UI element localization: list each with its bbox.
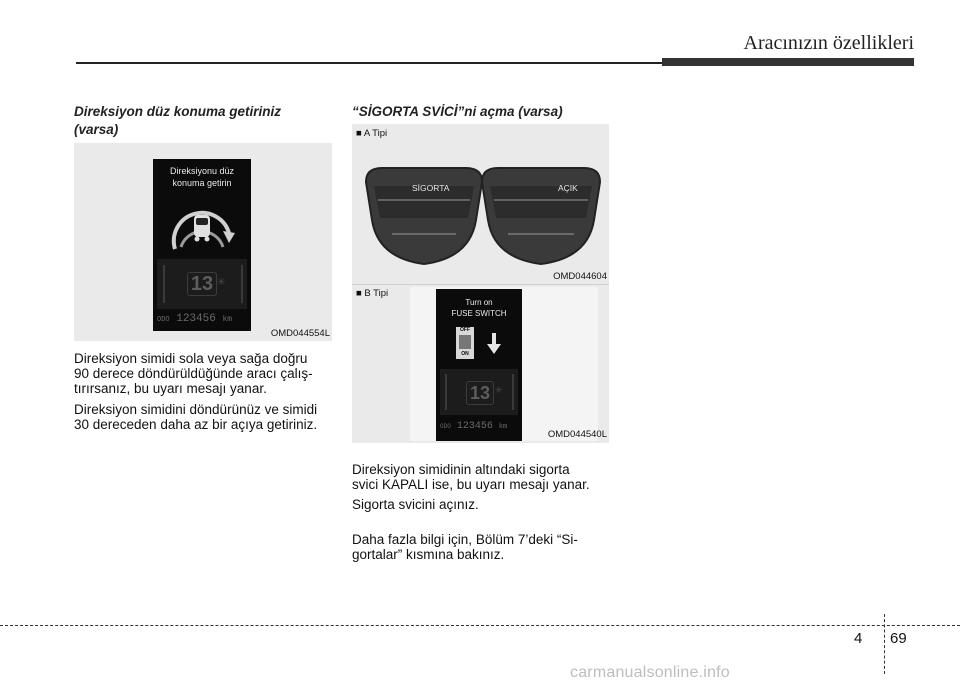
odometer <box>440 421 522 432</box>
gear-indicator <box>466 381 494 405</box>
odo-unit: km <box>222 315 233 324</box>
footer-divider <box>884 614 885 674</box>
paragraph <box>74 351 332 396</box>
type-label: ■ A Tipi <box>356 128 388 139</box>
header-rule <box>76 62 662 64</box>
display-message-line: Turn on <box>465 298 493 307</box>
text-line: Daha fazla bilgi için, Bölüm 7’deki “Si- <box>352 532 578 547</box>
arrow-down-icon <box>486 333 502 355</box>
watermark: carmanualsonline.info <box>570 664 730 681</box>
temp-gauge <box>237 265 243 303</box>
fuse-switch-graphic <box>456 327 474 359</box>
display-message-line: Direksiyonu düz <box>169 166 235 176</box>
text-line: 30 dereceden daha az bir açıya getiriniz. <box>74 417 318 432</box>
paragraph <box>74 402 332 432</box>
gauge-panel <box>440 369 518 415</box>
paragraph: Sigorta svicini açınız. <box>352 497 479 512</box>
section-heading-fuse: “SİGORTA SVİCİ”ni açma (varsa) <box>352 104 563 119</box>
gear-value: 13 <box>190 273 214 295</box>
odo-value: 123456 <box>176 313 216 325</box>
chapter-title: Aracınızın özellikleri <box>743 32 914 54</box>
display-message <box>436 297 522 319</box>
display-message-line: FUSE SWITCH <box>451 309 507 318</box>
switch-lever <box>459 335 471 349</box>
odo-label: ODO <box>440 423 451 430</box>
display-message-line: konuma getirin <box>172 178 232 188</box>
footer-rule <box>0 625 960 626</box>
section-heading-line: Direksiyon düz konuma getiriniz <box>74 104 282 119</box>
figure-steering-warning <box>74 143 332 341</box>
temp-gauge <box>508 374 514 410</box>
text-line: Direksiyon simidini döndürünüz ve simidi <box>74 402 318 417</box>
section-heading-steering <box>74 103 281 139</box>
odo-value: 123456 <box>456 421 493 432</box>
fuel-gauge <box>163 265 169 303</box>
figure-code: OMD044604 <box>553 271 607 282</box>
figure-type-b <box>352 284 609 443</box>
gauge-panel <box>157 259 247 309</box>
section-number: 4 <box>854 630 863 647</box>
fuel-gauge <box>445 374 451 410</box>
on-button-label: AÇIK <box>558 183 578 193</box>
text-line: Direksiyon simidinin altındaki sigorta <box>352 462 570 477</box>
display-message <box>153 165 251 189</box>
switch-off-label: OFF <box>460 327 470 333</box>
type-label: ■ B Tipi <box>356 288 389 299</box>
text-line: Direksiyon simidi sola veya sağa doğru <box>74 351 308 366</box>
paragraph <box>352 532 609 562</box>
fuse-button-label: SİGORTA <box>412 183 450 193</box>
figure-code: OMD044554L <box>270 328 330 339</box>
text-line: tırırsanız, bu uyarı mesajı yanar. <box>74 381 267 396</box>
text-line: gortalar” kısmına bakınız. <box>352 547 505 562</box>
fuse-switch-buttons <box>358 164 606 272</box>
odometer <box>157 313 247 325</box>
header-rule-accent <box>662 58 914 66</box>
sun-icon: ✳ <box>495 385 503 395</box>
text-line: svici KAPALI ise, bu uyarı mesajı yanar. <box>352 477 590 492</box>
figure-type-a <box>352 124 609 284</box>
steering-wheel-icon <box>167 203 237 255</box>
switch-on-label: ON <box>461 351 469 357</box>
sun-icon: ✳ <box>217 277 226 288</box>
page-number: 69 <box>890 630 907 647</box>
figure-code: OMD044540L <box>547 429 607 440</box>
cluster-display <box>436 289 522 441</box>
text-line: 90 derece döndürüldüğünde aracı çalış- <box>74 366 313 381</box>
gear-value: 13 <box>469 383 491 403</box>
odo-label: ODO <box>157 316 170 324</box>
section-heading-line: (varsa) <box>74 122 119 137</box>
gear-indicator <box>187 272 217 296</box>
odo-unit: km <box>498 423 508 431</box>
paragraph <box>352 462 609 492</box>
cluster-display <box>153 159 251 331</box>
